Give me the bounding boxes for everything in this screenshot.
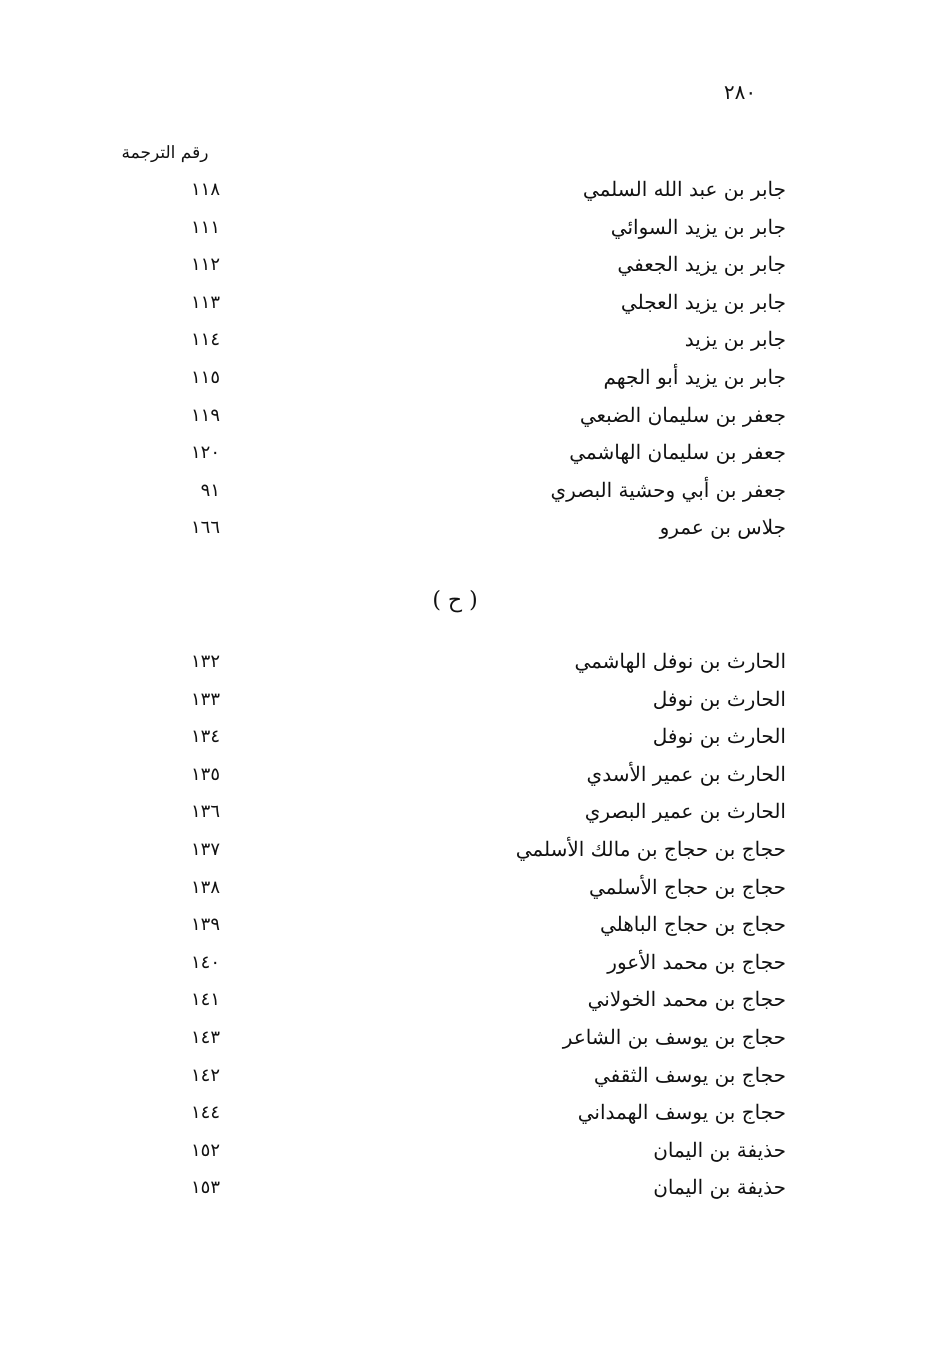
entry-number: ١٣٥ <box>190 763 220 785</box>
entry-number: ١١٣ <box>190 291 220 313</box>
entry-number: ١١٩ <box>190 404 220 426</box>
entry-name: جابر بن يزيد السوائي <box>610 214 786 239</box>
entry-name: حجاج بن يوسف الثقفي <box>593 1062 786 1087</box>
entries-group-ha <box>140 645 800 1209</box>
list-item <box>140 511 800 549</box>
entry-name: جلاس بن عمرو <box>659 515 786 540</box>
entry-number: ١١٢ <box>190 254 220 276</box>
list-item <box>140 361 800 399</box>
entry-number: ١٢٠ <box>190 442 220 464</box>
entry-number: ١٣٧ <box>190 838 220 860</box>
entry-name: الحارث بن عمير الأسدي <box>586 761 786 786</box>
entry-name: الحارث بن نوفل <box>652 686 786 711</box>
entry-number: ١٦٦ <box>190 517 220 539</box>
page-number: ٢٨٠ <box>723 80 757 104</box>
entry-name: حذيفة بن اليمان <box>653 1175 786 1200</box>
entry-name: جابر بن يزيد أبو الجهم <box>603 364 786 389</box>
entry-number: ١٣٢ <box>190 651 220 672</box>
list-item <box>140 833 800 871</box>
entry-name: جعفر بن أبي وحشية البصري <box>550 477 786 502</box>
entry-name: الحارث بن نوفل <box>652 724 786 749</box>
entry-number: ١٤٢ <box>190 1064 220 1086</box>
list-item <box>140 645 800 683</box>
entry-number: ١٤٤ <box>190 1102 220 1124</box>
list-item <box>140 173 800 211</box>
entry-number: ٩١ <box>200 479 220 501</box>
list-item <box>140 871 800 909</box>
list-item <box>140 946 800 984</box>
entries-group-jim <box>140 173 800 549</box>
list-item <box>140 436 800 474</box>
entry-number: ١٤١ <box>190 989 220 1011</box>
entry-name: الحارث بن نوفل الهاشمي <box>574 649 786 673</box>
list-item <box>140 474 800 512</box>
list-item <box>140 1021 800 1059</box>
entry-number: ١٣٦ <box>190 801 220 823</box>
list-item <box>140 286 800 324</box>
list-item <box>140 248 800 286</box>
list-item <box>140 211 800 249</box>
entry-number: ١٤٠ <box>190 951 220 973</box>
entry-name: حجاج بن حجاج الباهلي <box>599 912 786 937</box>
entry-name: حجاج بن حجاج بن مالك الأسلمي <box>515 836 786 861</box>
entry-number: ١٤٣ <box>190 1026 220 1048</box>
list-item <box>140 323 800 361</box>
entry-number: ١٣٣ <box>190 688 220 710</box>
entry-name: حذيفة بن اليمان <box>653 1137 786 1162</box>
list-item <box>140 399 800 437</box>
entry-name: جابر بن يزيد <box>684 327 786 352</box>
entry-number: ١٣٨ <box>190 876 220 898</box>
entry-name: جابر بن يزيد الجعفي <box>617 252 786 277</box>
entry-name: الحارث بن عمير البصري <box>584 799 786 824</box>
column-header: رقم الترجمة <box>121 143 209 163</box>
entry-number: ١٣٤ <box>190 726 220 748</box>
entry-number: ١١٨ <box>190 179 220 200</box>
entry-name: حجاج بن حجاج الأسلمي <box>589 874 786 899</box>
list-item <box>140 908 800 946</box>
entry-number: ١١٥ <box>190 366 220 388</box>
entry-name: حجاج بن محمد الأعور <box>607 949 786 974</box>
list-item <box>140 1059 800 1097</box>
list-item <box>140 983 800 1021</box>
entry-name: حجاج بن محمد الخولاني <box>587 987 786 1012</box>
entry-name: جعفر بن سليمان الضبعي <box>579 402 786 427</box>
list-item <box>140 720 800 758</box>
list-item <box>140 1171 800 1209</box>
section-heading: ( ح ) <box>432 588 478 613</box>
entry-name: جعفر بن سليمان الهاشمي <box>569 440 786 465</box>
entry-number: ١١٤ <box>190 329 220 351</box>
entry-number: ١٥٢ <box>190 1139 220 1161</box>
list-item <box>140 758 800 796</box>
entry-name: جابر بن يزيد العجلي <box>620 289 786 314</box>
list-item <box>140 1096 800 1134</box>
entry-number: ١١١ <box>190 216 220 238</box>
list-item <box>140 1134 800 1172</box>
list-item <box>140 795 800 833</box>
entry-name: حجاج بن يوسف الهمداني <box>577 1100 786 1125</box>
entry-name: حجاج بن يوسف بن الشاعر <box>562 1024 786 1049</box>
list-item <box>140 683 800 721</box>
entry-number: ١٣٩ <box>190 914 220 936</box>
entry-number: ١٥٣ <box>190 1177 220 1199</box>
entry-name: جابر بن عبد الله السلمي <box>582 177 786 201</box>
